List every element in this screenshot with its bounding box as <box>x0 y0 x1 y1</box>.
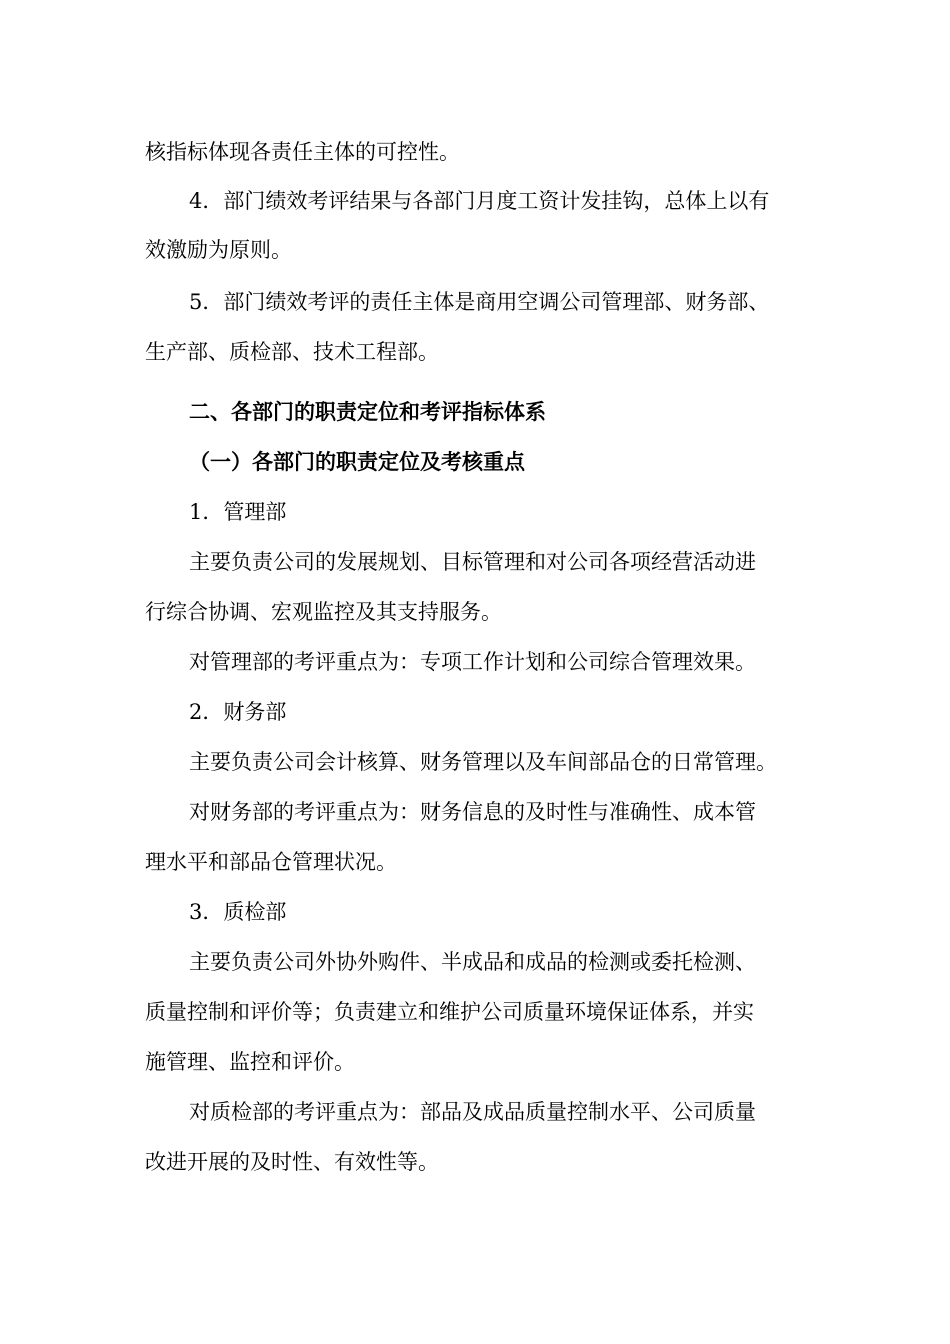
paragraph-line: 质量控制和评价等；负责建立和维护公司质量环境保证体系，并实 <box>145 1000 754 1024</box>
paragraph-line: 理水平和部品仓管理状况。 <box>145 850 397 874</box>
paragraph-line: 对财务部的考评重点为：财务信息的及时性与准确性、成本管 <box>189 800 756 824</box>
item-heading: 3．质检部 <box>189 900 287 924</box>
section-heading: 二、各部门的职责定位和考评指标体系 <box>189 400 546 424</box>
paragraph-line: 核指标体现各责任主体的可控性。 <box>145 140 460 164</box>
paragraph-line: 对管理部的考评重点为：专项工作计划和公司综合管理效果。 <box>189 650 756 674</box>
paragraph-line: 施管理、监控和评价。 <box>145 1050 355 1074</box>
paragraph-line: 行综合协调、宏观监控及其支持服务。 <box>145 600 502 624</box>
paragraph-line: 主要负责公司的发展规划、目标管理和对公司各项经营活动进 <box>189 550 756 574</box>
paragraph-line: 对质检部的考评重点为：部品及成品质量控制水平、公司质量 <box>189 1100 756 1124</box>
item-heading: 2．财务部 <box>189 700 287 724</box>
paragraph-line: 主要负责公司外协外购件、半成品和成品的检测或委托检测、 <box>189 950 756 974</box>
paragraph-line: 改进开展的及时性、有效性等。 <box>145 1150 439 1174</box>
item-heading: 1．管理部 <box>189 500 287 524</box>
paragraph-line: 4．部门绩效考评结果与各部门月度工资计发挂钩，总体上以有 <box>189 189 770 213</box>
paragraph-line: 效激励为原则。 <box>145 238 292 262</box>
subsection-heading: （一）各部门的职责定位及考核重点 <box>189 450 525 474</box>
paragraph-line: 主要负责公司会计核算、财务管理以及车间部品仓的日常管理。 <box>189 750 777 774</box>
paragraph-line: 生产部、质检部、技术工程部。 <box>145 340 439 364</box>
paragraph-line: 5．部门绩效考评的责任主体是商用空调公司管理部、财务部、 <box>189 290 770 314</box>
